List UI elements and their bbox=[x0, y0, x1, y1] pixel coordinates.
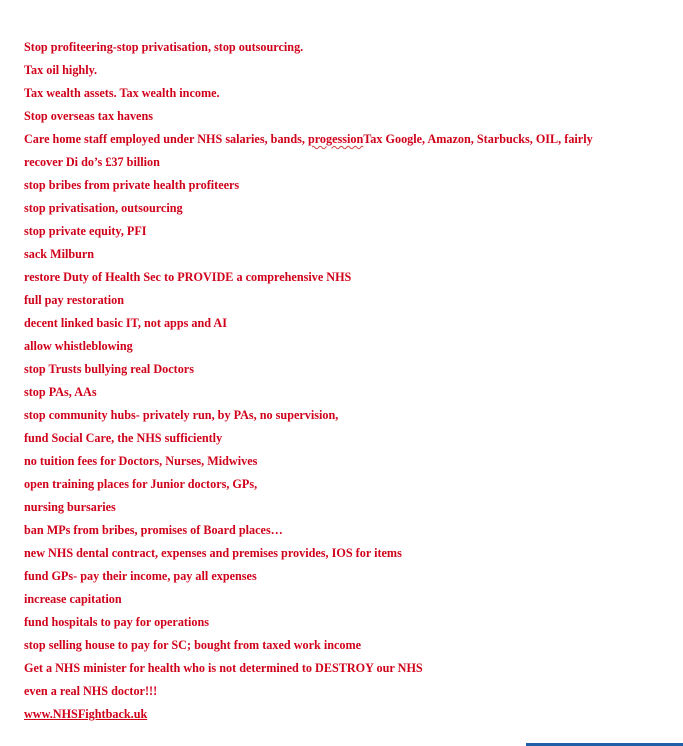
text-line-22: ban MPs from bribes, promises of Board places… bbox=[24, 523, 283, 537]
text-line-10: sack Milburn bbox=[24, 247, 95, 261]
text-line-29: even a real NHS doctor!!! bbox=[24, 684, 158, 698]
text-line-6: recover Di do’s £37 billion bbox=[24, 155, 160, 169]
text-line-24: fund GPs- pay their income, pay all expenses bbox=[24, 569, 257, 583]
text-line-7: stop bribes from private health profiteers bbox=[24, 178, 240, 192]
misspelled-word: progession bbox=[307, 132, 364, 146]
website-link[interactable]: www.NHSFightback.uk bbox=[24, 707, 148, 721]
text-line-20: open training places for Junior doctors, GPs, bbox=[24, 477, 258, 491]
text-line-28: Get a NHS minister for health who is not determined to DESTROY our NHS bbox=[24, 661, 423, 675]
text-line-23: new NHS dental contract, expenses and premises provides, IOS for items bbox=[24, 546, 402, 560]
text-line-25: increase capitation bbox=[24, 592, 122, 606]
document-body bbox=[24, 36, 674, 726]
text-line-4: Stop overseas tax havens bbox=[24, 109, 153, 123]
text-line-17: stop community hubs- privately run, by PAs, no supervision, bbox=[24, 408, 339, 422]
text-line-18: fund Social Care, the NHS sufficiently bbox=[24, 431, 223, 445]
text-line-5 bbox=[24, 128, 674, 151]
text-line-3: Tax wealth assets. Tax wealth income. bbox=[24, 86, 220, 100]
link-line bbox=[24, 703, 674, 726]
text-line-21: nursing bursaries bbox=[24, 500, 116, 514]
text-line-1: Stop profiteering-stop privatisation, stop outsourcing. bbox=[24, 40, 304, 54]
text-line-5-part-1: Care home staff employed under NHS salaries, bands, bbox=[24, 132, 308, 146]
text-line-12: full pay restoration bbox=[24, 293, 124, 307]
text-line-8: stop privatisation, outsourcing bbox=[24, 201, 183, 215]
text-line-14: allow whistleblowing bbox=[24, 339, 133, 353]
text-line-2: Tax oil highly. bbox=[24, 63, 98, 77]
text-line-19: no tuition fees for Doctors, Nurses, Midwives bbox=[24, 454, 258, 468]
text-line-26: fund hospitals to pay for operations bbox=[24, 615, 209, 629]
text-line-16: stop PAs, AAs bbox=[24, 385, 97, 399]
text-line-13: decent linked basic IT, not apps and AI bbox=[24, 316, 227, 330]
text-line-5-part-2: Tax Google, Amazon, Starbucks, OIL, fairly bbox=[363, 132, 593, 146]
text-line-15: stop Trusts bullying real Doctors bbox=[24, 362, 194, 376]
text-line-9: stop private equity, PFI bbox=[24, 224, 147, 238]
text-line-27: stop selling house to pay for SC; bought from taxed work income bbox=[24, 638, 362, 652]
text-line-11: restore Duty of Health Sec to PROVIDE a comprehensive NHS bbox=[24, 270, 352, 284]
